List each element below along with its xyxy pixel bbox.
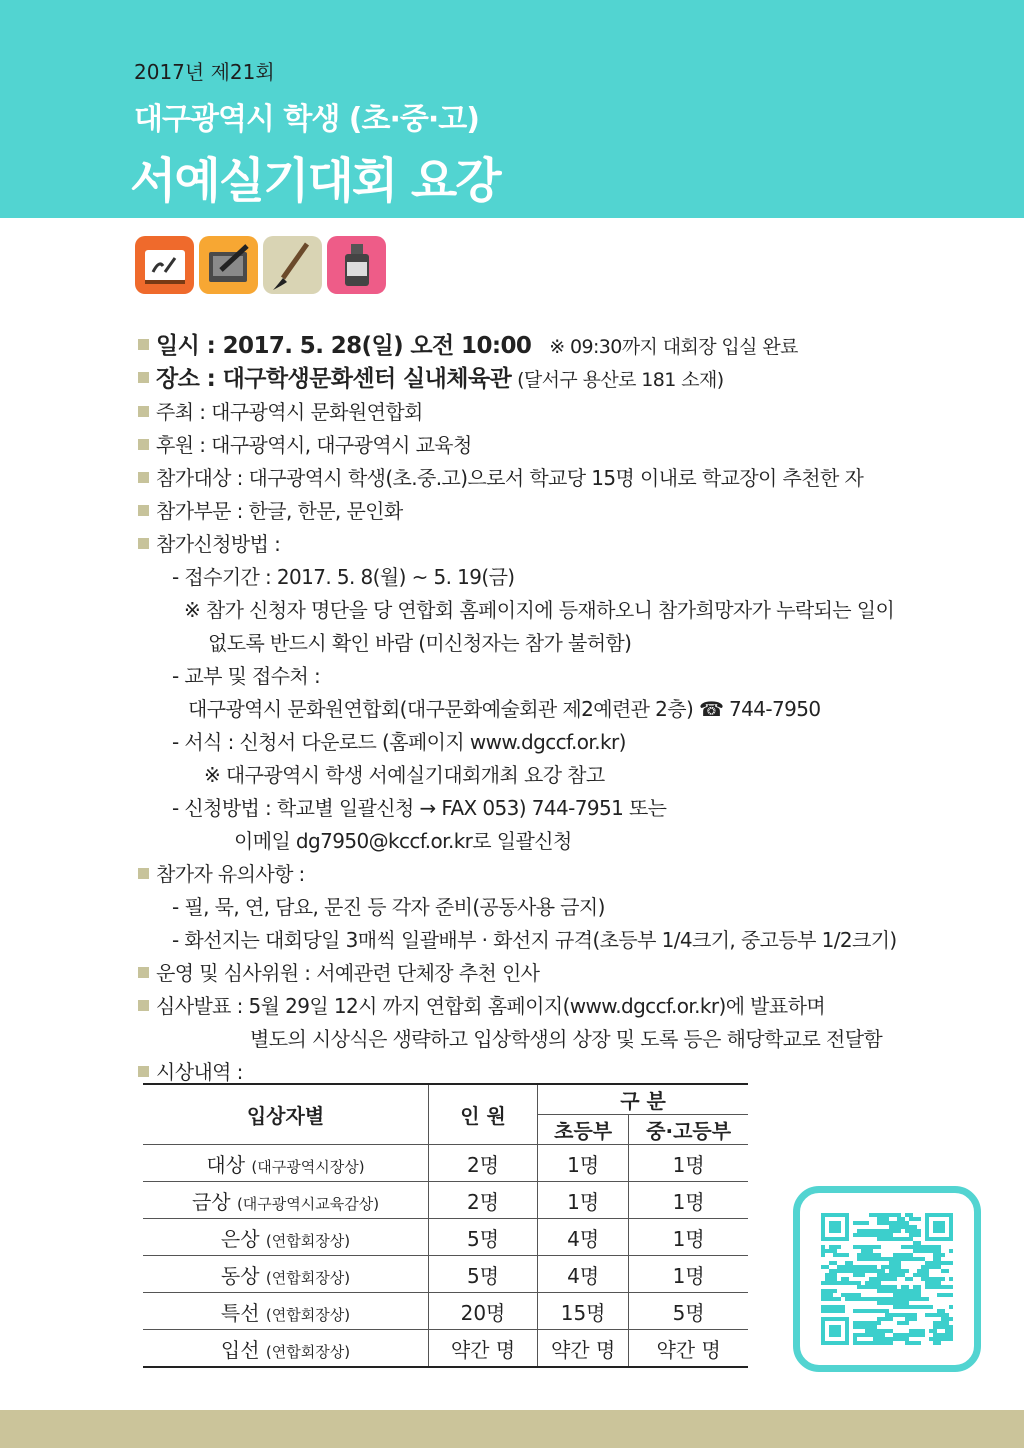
awards-table <box>143 1083 748 1368</box>
table-row <box>143 1330 748 1368</box>
award-name: 금상 (대구광역시교육감상) <box>143 1182 429 1219</box>
award-elementary: 4명 <box>538 1219 629 1256</box>
bullet-icon <box>138 372 149 383</box>
venue-note: (달서구 용산로 181 소재) <box>517 369 724 391</box>
bullet-icon <box>138 505 149 516</box>
icon-row <box>135 236 386 294</box>
caution-2: - 화선지는 대회당일 3매씩 일괄배부 · 화선지 규격(초등부 1/4크기, 중고등부 1/2크기) <box>172 928 897 952</box>
table-row <box>143 1256 748 1293</box>
award-name: 대상 (대구광역시장상) <box>143 1145 429 1182</box>
form-note: ※ 대구광역시 학생 서예실기대회개최 요강 참고 <box>204 763 605 787</box>
table-row <box>143 1145 748 1182</box>
date-note: ※ 09:30까지 대회장 입실 완료 <box>549 336 798 358</box>
award-count: 2명 <box>429 1182 538 1219</box>
award-count: 약간 명 <box>429 1330 538 1368</box>
caution-1: - 필, 묵, 연, 담요, 문진 등 각자 준비(공동사용 금지) <box>172 895 605 919</box>
award-count: 20명 <box>429 1293 538 1330</box>
detail-sponsor: 후원 : 대구광역시, 대구광역시 교육청 <box>138 429 938 462</box>
award-elementary: 15명 <box>538 1293 629 1330</box>
detail-awards-header: 시상내역 : <box>138 1056 938 1089</box>
award-elementary: 4명 <box>538 1256 629 1293</box>
award-middle-high: 1명 <box>629 1256 748 1293</box>
detail-caution-header: 참가자 유의사항 : <box>138 858 938 891</box>
detail-eligibility: 참가대상 : 대구광역시 학생(초.중.고)으로서 학교당 15명 이내로 학교장이 추천한 자 <box>138 462 938 495</box>
ink-stone-icon <box>199 236 258 294</box>
award-elementary: 1명 <box>538 1145 629 1182</box>
header-elementary: 초등부 <box>538 1115 629 1145</box>
footer-bar <box>0 1410 1024 1448</box>
award-elementary: 약간 명 <box>538 1330 629 1368</box>
award-name: 입선 (연합회장상) <box>143 1330 429 1368</box>
ink-bottle-icon <box>327 236 386 294</box>
detail-judges: 운영 및 심사위원 : 서예관련 단체장 추천 인사 <box>138 957 938 990</box>
bullet-icon <box>138 538 149 549</box>
header-banner <box>0 0 1024 218</box>
qr-code-icon <box>821 1213 953 1345</box>
award-middle-high: 1명 <box>629 1219 748 1256</box>
bullet-icon <box>138 472 149 483</box>
detail-divisions: 참가부문 : 한글, 한문, 문인화 <box>138 495 938 528</box>
award-name: 은상 (연합회장상) <box>143 1219 429 1256</box>
apply-note-2: 없도록 반드시 확인 바람 (미신청자는 참가 불허함) <box>208 631 632 655</box>
year-line: 2017년 제21회 <box>134 60 275 84</box>
award-name: 특선 (연합회장상) <box>143 1293 429 1330</box>
apply-method-email: 이메일 dg7950@kccf.or.kr로 일괄신청 <box>234 829 572 853</box>
award-middle-high: 5명 <box>629 1293 748 1330</box>
bullet-icon <box>138 868 149 879</box>
qr-code-frame <box>793 1186 981 1372</box>
distribution-detail: 대구광역시 문화원연합회(대구문화예술회관 제2예련관 2층) ☎ 744-7950 <box>188 697 821 721</box>
detail-venue: 장소 : 대구학생문화센터 실내체육관 (달서구 용산로 181 소재) <box>138 363 938 396</box>
bullet-icon <box>138 967 149 978</box>
bullet-icon <box>138 339 149 350</box>
table-row <box>143 1293 748 1330</box>
header-count: 인 원 <box>429 1084 538 1145</box>
bullet-icon <box>138 1066 149 1077</box>
award-count: 5명 <box>429 1219 538 1256</box>
award-elementary: 1명 <box>538 1182 629 1219</box>
detail-host: 주최 : 대구광역시 문화원연합회 <box>138 396 938 429</box>
subtitle: 대구광역시 학생 (초·중·고) <box>134 102 479 137</box>
book-calligraphy-icon <box>135 236 194 294</box>
apply-note-1: ※ 참가 신청자 명단을 당 연합회 홈페이지에 등재하오니 참가희망자가 누락되는 일이 <box>184 598 895 622</box>
table-row <box>143 1219 748 1256</box>
award-count: 2명 <box>429 1145 538 1182</box>
award-middle-high: 약간 명 <box>629 1330 748 1368</box>
table-row <box>143 1182 748 1219</box>
header-middle-high: 중·고등부 <box>629 1115 748 1145</box>
bullet-icon <box>138 439 149 450</box>
detail-date: 일시 : 2017. 5. 28(일) 오전 10:00 ※ 09:30까지 대회장 입실 완료 <box>138 330 938 363</box>
detail-results-2: 별도의 시상식은 생략하고 입상학생의 상장 및 도록 등은 해당학교로 전달함 <box>250 1027 883 1051</box>
award-middle-high: 1명 <box>629 1182 748 1219</box>
award-name: 동상 (연합회장상) <box>143 1256 429 1293</box>
header-group: 구 분 <box>538 1084 749 1115</box>
header-award: 입상자별 <box>143 1084 429 1145</box>
brush-icon <box>263 236 322 294</box>
award-count: 5명 <box>429 1256 538 1293</box>
distribution: - 교부 및 접수처 : <box>172 664 321 688</box>
apply-method: - 신청방법 : 학교별 일괄신청 → FAX 053) 744-7951 또는 <box>172 796 667 820</box>
award-middle-high: 1명 <box>629 1145 748 1182</box>
bullet-icon <box>138 406 149 417</box>
form-download: - 서식 : 신청서 다운로드 (홈페이지 www.dgccf.or.kr) <box>172 730 626 754</box>
page-title: 서예실기대회 요강 <box>130 153 500 209</box>
details-list <box>138 330 938 1089</box>
bullet-icon <box>138 1000 149 1011</box>
detail-results: 심사발표 : 5월 29일 12시 까지 연합회 홈페이지(www.dgccf.or.kr)에 발표하며 <box>138 990 938 1023</box>
apply-period: - 접수기간 : 2017. 5. 8(월) ~ 5. 19(금) <box>172 565 515 589</box>
detail-apply-header: 참가신청방법 : <box>138 528 938 561</box>
